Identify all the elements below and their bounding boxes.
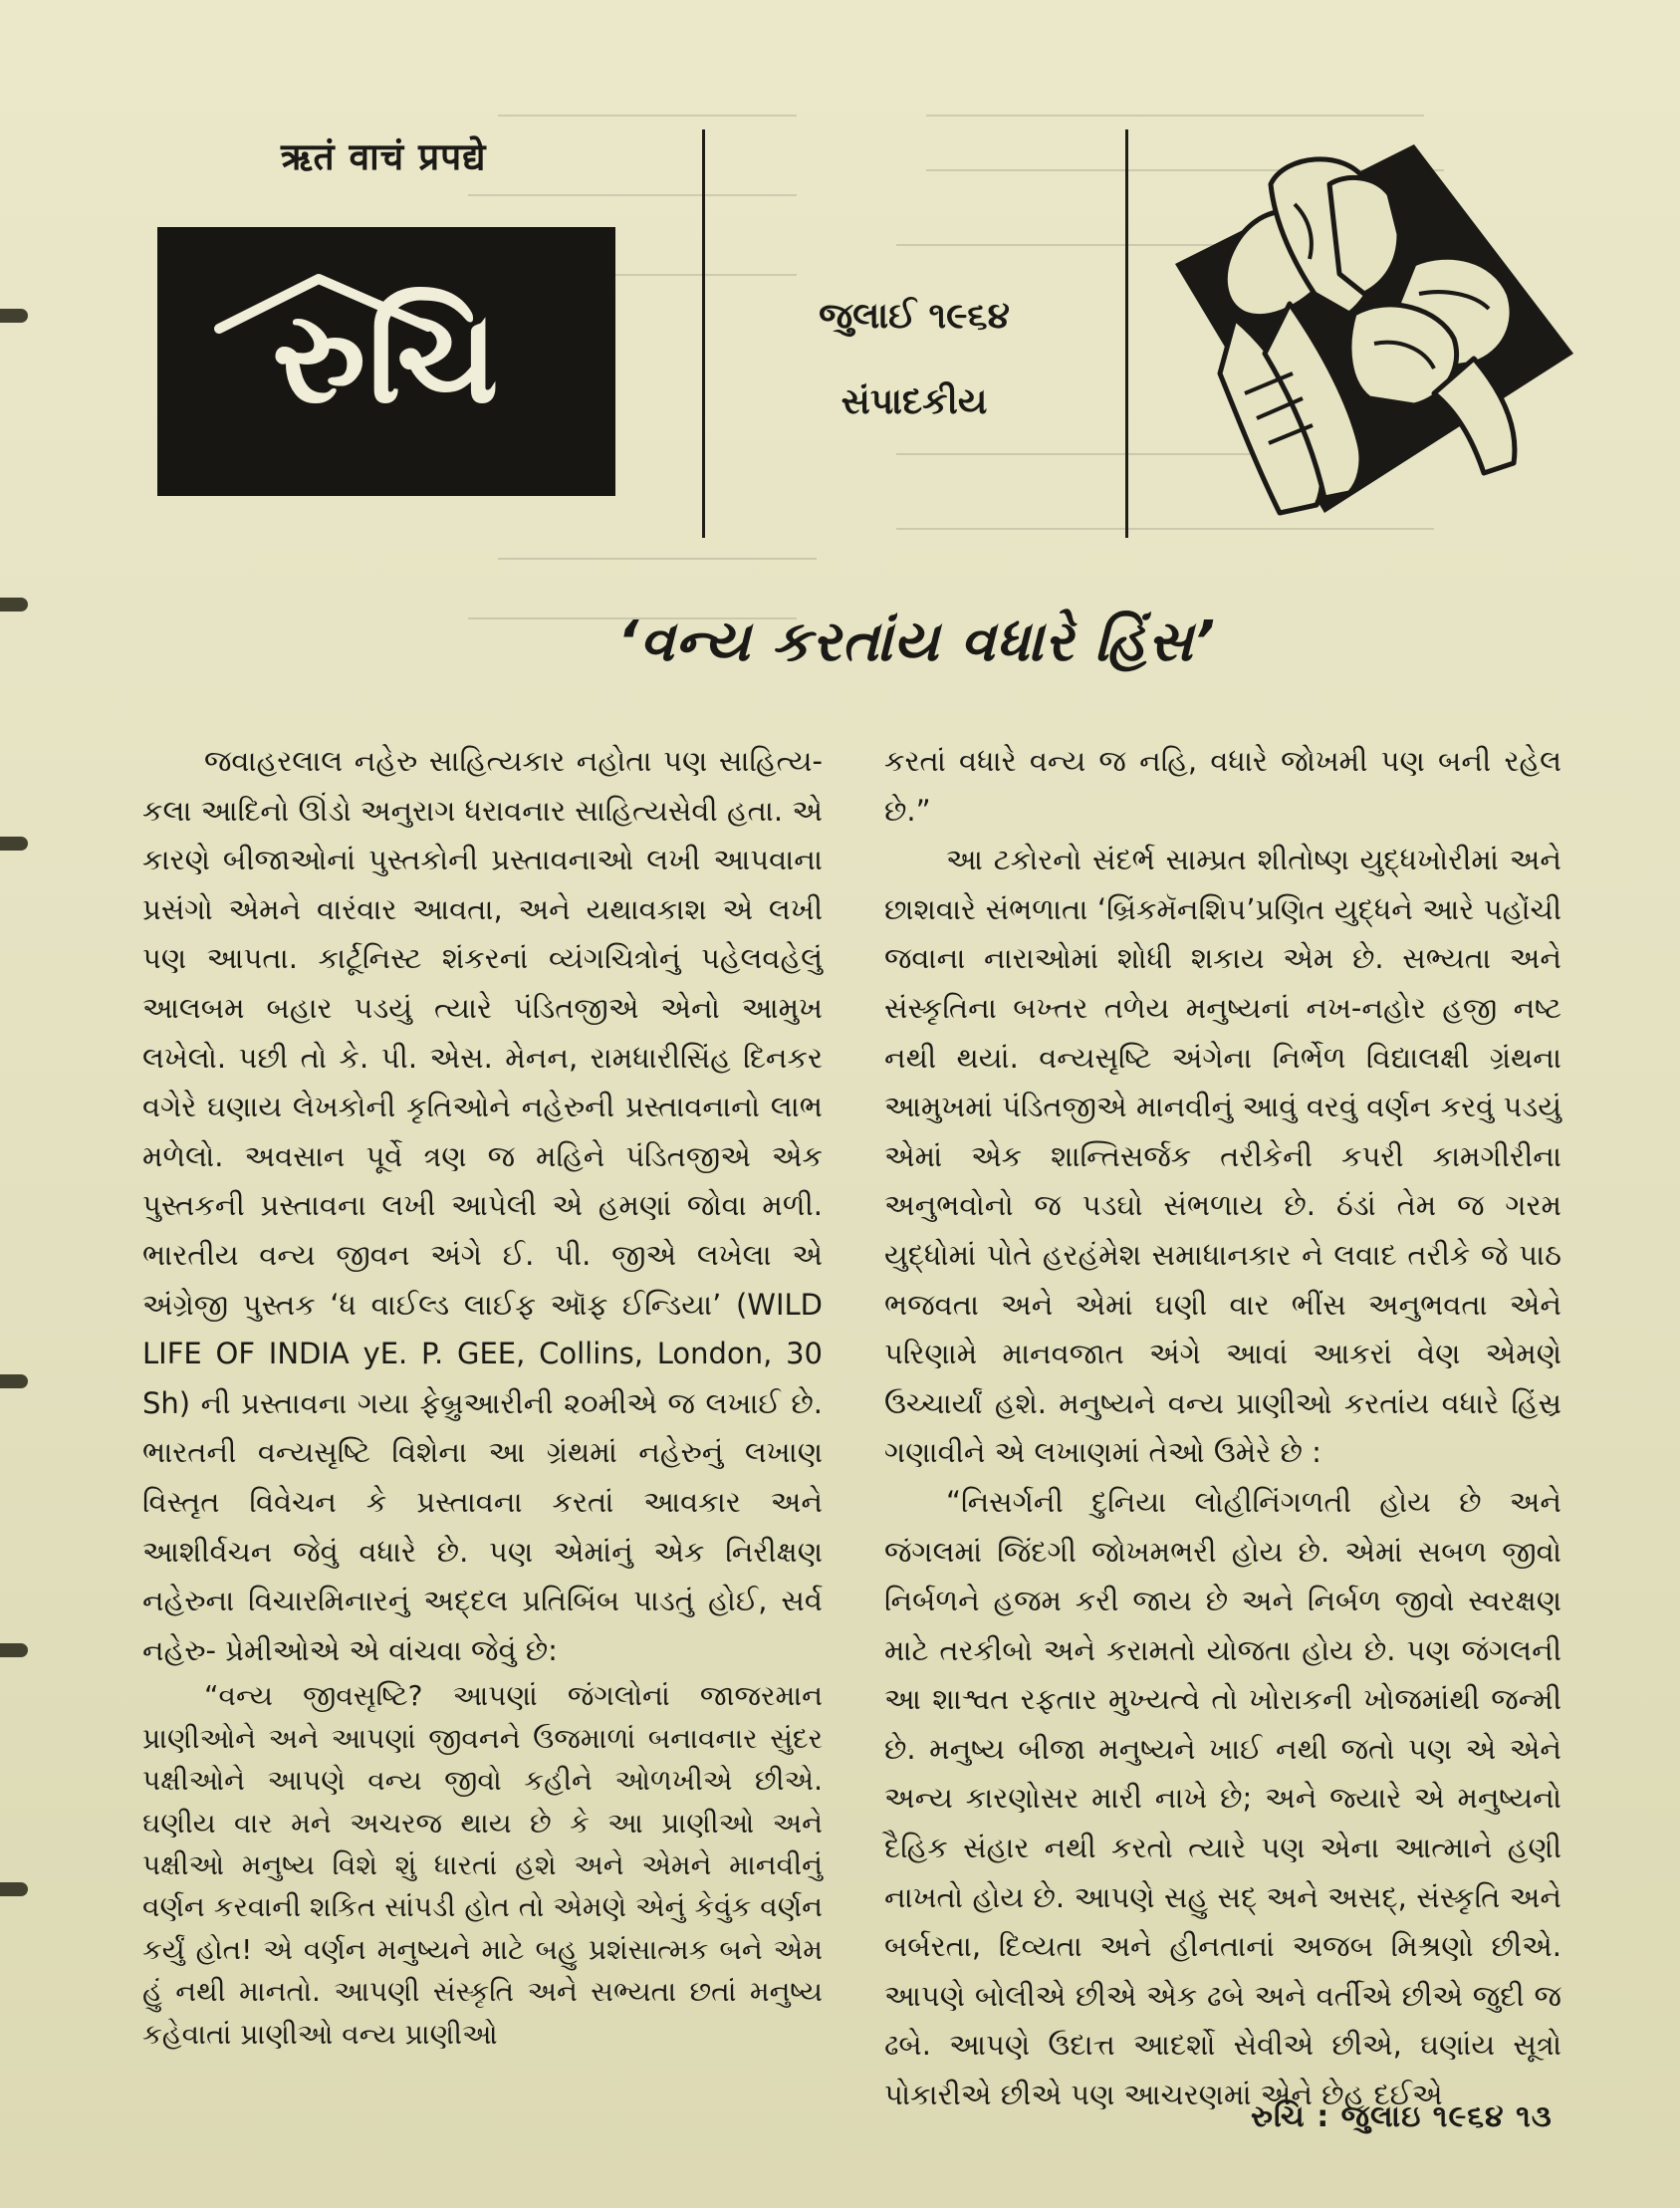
body-paragraph: જવાહરલાલ નહેરુ સાહિત્યકાર નહોતા પણ સાહિત્ય-કલા આદિનો ઊંડો અનુરાગ ધરાવનાર સાહિત્યસેવી હતા. એ કારણે બીજાઓનાં પુસ્તકોની પ્રસ્તાવનાઓ લખી આપવાના પ્રસંગો એમને વારંવાર આવતા, અને યથાવકાશ એ લખી પણ આપતા. કાર્ટૂનિસ્ટ શંકરનાં વ્યંગચિત્રોનું પહેલવહેલું આલબમ બહાર પડયું ત્યારે પંડિતજીએ એનો આમુખ લખેલો. પછી તો કે. પી. એસ. મેનન, રામધારીસિંહ દિનકર વગેરે ઘણાય લેખકોની કૃતિઓને નહેરુની પ્રસ્તાવનાનો લાભ મળેલો. અવસાન પૂર્વે ત્રણ જ મહિને પંડિતજીએ એક પુસ્તકની પ્રસ્તાવના લખી આપેલી એ હમણાં જોવા મળી. ભારતીય વન્ય જીવન અંગે ઈ. પી. જીએ લખેલા એ અંગ્રેજી પુસ્તક ‘ધ વાઈલ્ડ લાઈફ ઑફ ઈન્ડિયા’ (WILD LIFE OF INDIA yE. P. GEE, Collins, London, 30 Sh) ની પ્રસ્તાવના ગયા ફેબ્રુઆરીની ૨૦મીએ જ લખાઈ છે. ભારતની વન્યસૃષ્ટિ વિશેના આ ગ્રંથમાં નહેરુનું લખાણ વિસ્તૃત વિવેચન કે પ્રસ્તાવના કરતાં આવકાર અને આશીર્વચન જેવું વધારે છે. પણ એમાંનું એક નિરીક્ષણ નહેરુના વિચારમિનારનું અદ્દલ પ્રતિબિંબ પાડતું હોઈ, સર્વ નહેરુ- પ્રેમીઓએ એ વાંચવા જેવું છે: (142, 744, 823, 1667)
body-paragraph: કરતાં વધારે વન્ય જ નહિ, વધારે જોખમી પણ બની રહેલ છે.” (884, 744, 1561, 828)
masthead-motto: ऋतं वाचं प्रपद्ये (281, 134, 487, 178)
page-footer-folio: રુચિ : જુલાઇ ૧૯૬૪ ૧૩ (1251, 2099, 1553, 2134)
binding-hole (0, 1374, 28, 1388)
article-column-right (884, 737, 1561, 2120)
binding-hole (0, 1882, 28, 1896)
magazine-logo (157, 227, 615, 496)
logo-wordmark: રુચિ (272, 283, 501, 432)
column-divider (1125, 129, 1128, 538)
column-divider (702, 129, 705, 538)
issue-date: જુલાઈ ૧૯૬૪ (819, 296, 1010, 337)
body-paragraph: આ ટકોરનો સંદર્ભ સામ્પ્રત શીતોષ્ણ યુદ્ધખોરીમાં અને છાશવારે સંભળાતા ‘બ્રિંકમૅનશિપ’પ્રણિત યુદ્ધને આરે પહોંચી જવાના નારાઓમાં શોધી શકાય એમ છે. સભ્યતા અને સંસ્કૃતિના બખ્તર તળેય મનુષ્યનાં નખ-નહોર હજી નષ્ટ નથી થયાં. વન્યસૃષ્ટિ અંગેના નિર્ભેળ વિદ્યાલક્ષી ગ્રંથના આમુખમાં પંડિતજીએ માનવીનું આવું વરવું વર્ણન કરવું પડયું એમાં એક શાન્તિસર્જક તરીકેની કપરી કામગીરીના અનુભવોનો જ પડઘો સંભળાય છે. ઠંડાં તેમ જ ગરમ યુદ્ધોમાં પોતે હરહંમેશ સમાધાનકાર ને લવાદ તરીકે જે પાઠ ભજવતા અને એમાં ઘણી વાર ભીંસ અનુભવતા એને પરિણામે માનવજાત અંગે આવાં આકરાં વેણ એમણે ઉચ્ચાર્યાં હશે. મનુષ્યને વન્ય પ્રાણીઓ કરતાંય વધારે હિંસ્ર ગણાવીને એ લખાણમાં તેઓ ઉમેરે છે : (884, 843, 1561, 1470)
binding-hole (0, 1643, 28, 1657)
clasped-hands-emblem (1175, 144, 1573, 533)
article-column-left (142, 737, 823, 2056)
section-title: સંપાદકીય (840, 381, 988, 422)
binding-hole (0, 309, 28, 323)
binding-hole (0, 837, 28, 851)
quote-paragraph: “નિસર્ગની દુનિયા લોહીનિંગળતી હોય છે અને જંગલમાં જિંદગી જોખમભરી હોય છે. એમાં સબળ જીવો નિર્બળને હજમ કરી જાય છે અને નિર્બળ જીવો સ્વરક્ષણ માટે તરકીબો અને કરામતો યોજતા હોય છે. પણ જંગલની આ શાશ્વત રફતાર મુખ્યત્વે તો ખોરાકની ખોજમાંથી જન્મી છે. મનુષ્ય બીજા મનુષ્યને ખાઈ નથી જતો પણ એ એને અન્ય કારણોસર મારી નાખે છે; અને જ્યારે એ મનુષ્યનો દૈહિક સંહાર નથી કરતો ત્યારે પણ એના આત્માને હણી નાખતો હોય છે. આપણે સહુ સદ્ અને અસદ્, સંસ્કૃતિ અને બર્બરતા, દિવ્યતા અને હીનતાનાં અજબ મિશ્રણો છીએ. આપણે બોલીએ છીએ એક ઢબે અને વર્તીએ છીએ જુદી જ ઢબે. આપણે ઉદાત્ત આદર્શો સેવીએ છીએ, ઘણાંય સૂત્રો પોકારીએ છીએ પણ આચરણમાં એને છેહ દઈએ (884, 1484, 1561, 2112)
quote-paragraph: “વન્ય જીવસૃષ્ટિ? આપણાં જંગલોનાં જાજરમાન પ્રાણીઓને અને આપણાં જીવનને ઉજમાળાં બનાવનાર સુંદર પક્ષીઓને આપણે વન્ય જીવો કહીને ઓળખીએ છીએ. ઘણીય વાર મને અચરજ થાય છે કે આ પ્રાણીઓ અને પક્ષીઓ મનુષ્ય વિશે શું ધારતાં હશે અને એમને માનવીનું વર્ણન કરવાની શકિત સાંપડી હોત તો એમણે એનું કેવુંક વર્ણન કર્યું હોત! એ વર્ણન મનુષ્યને માટે બહુ પ્રશંસાત્મક બને એમ હું નથી માનતો. આપણી સંસ્કૃતિ અને સભ્યતા છતાં મનુષ્ય કહેવાતાં પ્રાણીઓ વન્ય પ્રાણીઓ (142, 1679, 823, 2051)
binding-hole (0, 598, 28, 612)
article-title: ‘વન્ય કરતાંય વધારે હિંસ’ (617, 610, 1217, 674)
